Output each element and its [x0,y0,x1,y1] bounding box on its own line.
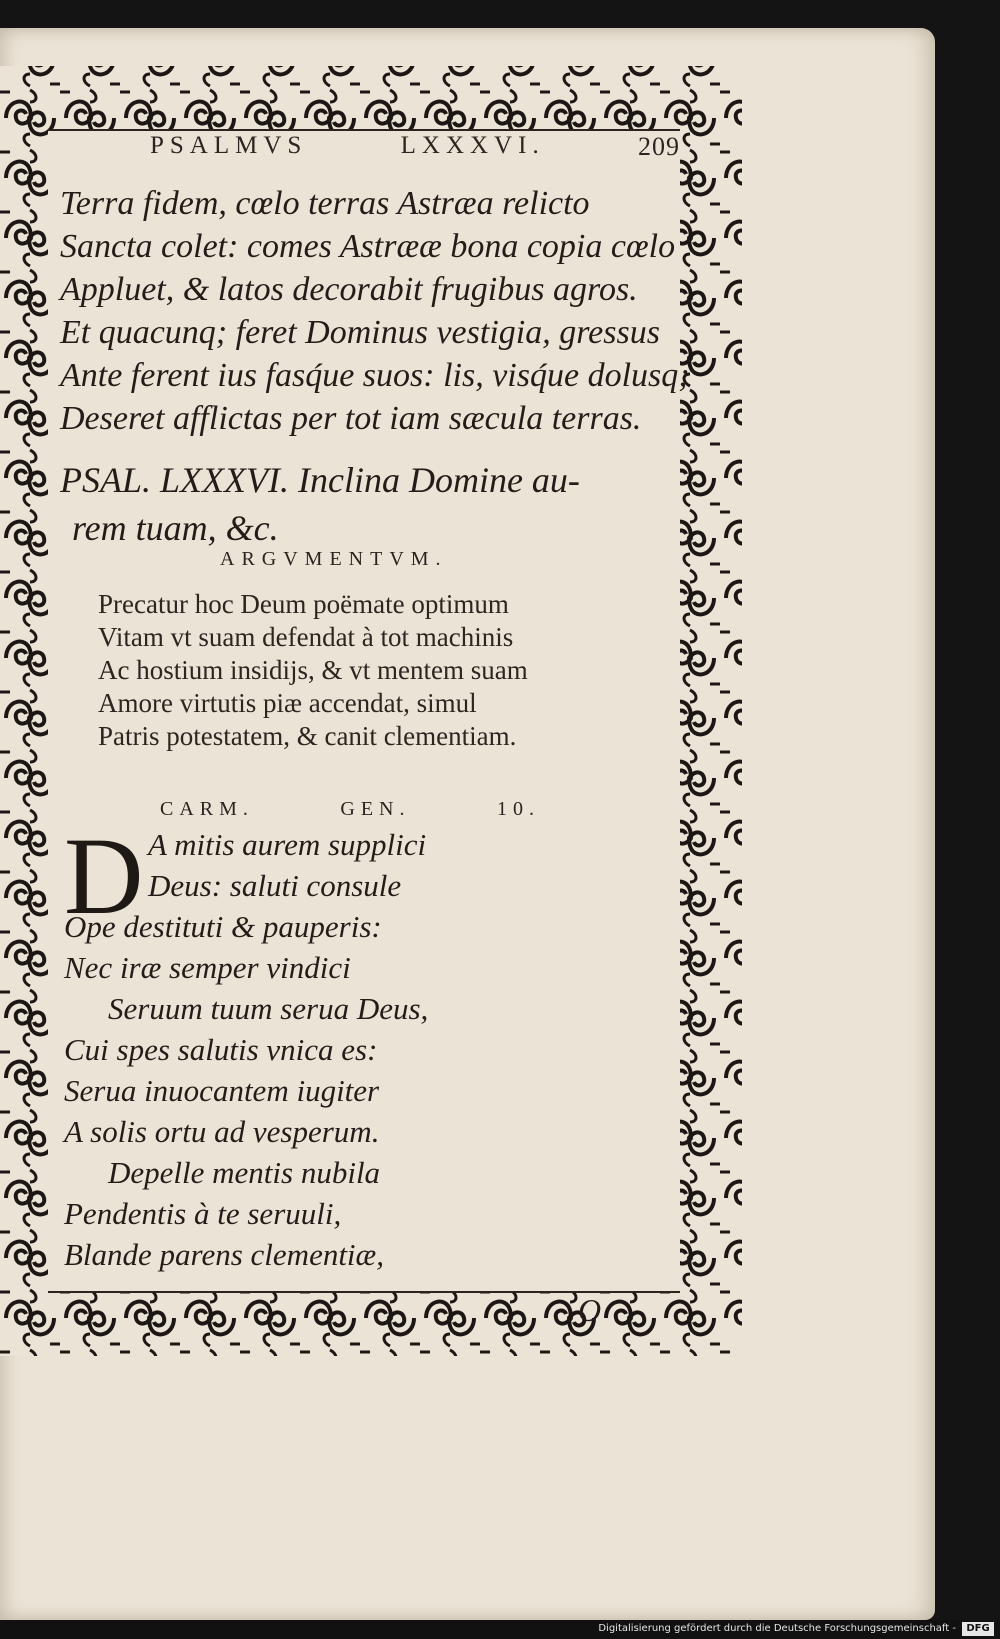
verse-block [60,182,700,440]
catchword: O [578,1292,602,1328]
footer-credit: Digitalisierung gefördert durch die Deutsche Forschungsgemeinschaft - [598,1623,956,1634]
poem-line: Depelle mentis nubila [108,1155,381,1190]
running-head [150,132,680,162]
verse-line: Appluet, & latos decorabit frugibus agros. [60,271,638,308]
verse-line: Deseret afflictas per tot iam sæcula terras. [60,400,642,437]
verse-line: Sancta colet: comes Astrææ bona copia cœlo [60,228,676,265]
drop-capital: D [64,815,144,937]
poem-block [64,815,584,1275]
carmen-genus: GEN. [340,798,411,820]
poem-line: Serua inuocantem iugiter [64,1073,380,1108]
running-head-title: PSALMVS [150,132,308,159]
poem-line: Blande parens clementiæ, [64,1237,384,1272]
poem-line: Nec iræ semper vindici [64,950,351,985]
book-page [0,28,935,1620]
psalm-heading-line: PSAL. LXXXVI. Inclina Domine au- [60,460,580,500]
carmen-heading [160,798,540,821]
argumentum-line: Ac hostium insidijs, & vt mentem suam [98,655,528,685]
argumentum-text [98,588,658,753]
poem-line: Pendentis à te seruuli, [64,1196,342,1231]
poem-line: A solis ortu ad vesperum. [64,1114,380,1149]
argumentum-label: ARGVMENTVM. [220,548,448,570]
page-number: 209 [638,132,680,161]
argumentum-line: Patris potestatem, & canit clementiam. [98,721,517,751]
carmen-label: CARM. [160,798,254,820]
carmen-number: 10. [496,798,540,820]
poem-line: A mitis aurem supplici [148,827,427,862]
argumentum-line: Precatur hoc Deum poëmate optimum [98,589,509,619]
psalm-heading [60,456,680,552]
poem-line: Deus: saluti consule [148,868,402,903]
poem-line: Seruum tuum serua Deus, [108,991,429,1026]
dfg-logo: DFG [962,1622,994,1636]
psalm-heading-line: rem tuam, &c. [72,508,279,548]
argumentum-line: Vitam vt suam defendat à tot machinis [98,622,514,652]
verse-line: Ante ferent ius fasq́ue suos: lis, visq́ue dolusq; [60,357,690,394]
running-head-number: LXXXVI. [400,132,545,159]
poem-line: Cui spes salutis vnica es: [64,1032,378,1067]
verse-line: Et quacunq; feret Dominus vestigia, gressus [60,314,660,351]
argumentum-line: Amore virtutis piæ accendat, simul [98,688,477,718]
poem-line: Ope destituti & pauperis: [64,909,382,944]
verse-line: Terra fidem, cœlo terras Astræa relicto [60,185,590,222]
digitization-footer [0,1620,1000,1639]
